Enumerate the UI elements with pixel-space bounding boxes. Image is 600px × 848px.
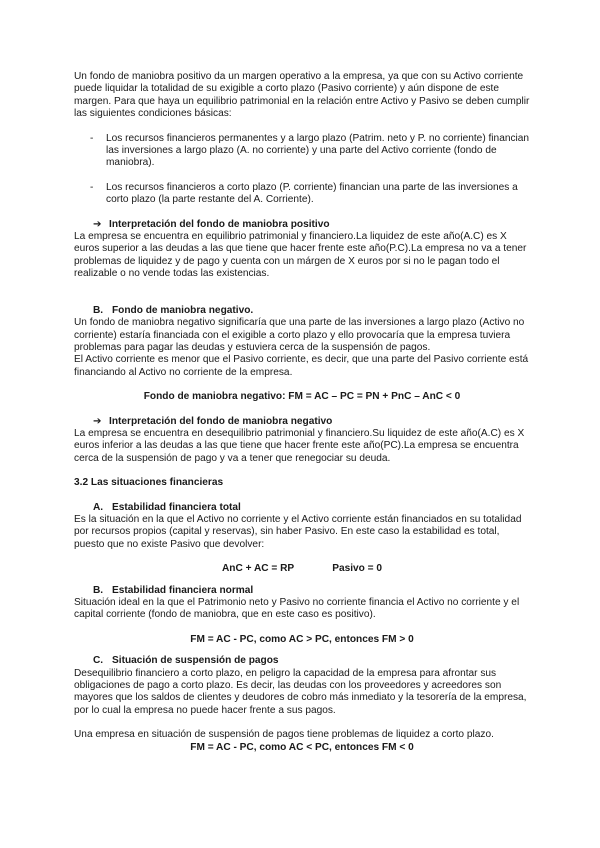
section-3-2-heading: 3.2 Las situaciones financieras <box>74 477 224 489</box>
section-b2-heading: B. Estabilidad financiera normal <box>93 584 254 596</box>
section-b2-text: Situación ideal en la que el Patrimonio neto y Pasivo no corriente financia el Activo no corriente y el capital corriente (fondo de maniobra, que en este caso es positivo). <box>74 597 520 621</box>
document-page <box>74 71 530 754</box>
section-c-text-1: Desequilibrio financiero a corto plazo, en peligro la capacidad de la empresa para afrontar sus obligaciones de pago a corto plazo. Es decir, las deudas con los proveedores y acreedores son mayores que los saldos de clientes y deudores de cobro más inmediato y la tesorería de la empresa, por lo cual la empresa no puede hacer frente a sus pagos. <box>74 667 527 716</box>
section-b-text-2: El Activo corriente es menor que el Pasivo corriente, es decir, que una parte del Pasivo corriente está financiando al Activo no corriente de la empresa. <box>74 354 529 378</box>
interp-positive-text: La empresa se encuentra en equilibrio patrimonial y financiero.La liquidez de este año(A.C) es X euros superior a las deudas a las que tiene que hacer frente este año(P.C).La empresa no va a tener problemas de liquidez y de pago y cuenta con un márgen de X euros por si no le pagan todo el realizable o no vende todas las existencias. <box>74 231 527 280</box>
formula-estabilidad-total: AnC + AC = RP Pasivo = 0 <box>221 563 383 575</box>
bullet-text: Los recursos financieros permanentes y a largo plazo (Patrim. neto y P. no corriente) financian las inversiones a largo plazo (A. no corriente) y una parte del Activo corriente (fondo de maniobra). <box>106 132 530 169</box>
section-b-text-1: Un fondo de maniobra negativo significaría que una parte de las inversiones a largo plazo (Activo no corriente) estaría financiada con el exigible a corto plazo y ello provocaría que la empresa tuviera problemas para pagar las deudas y estuviera cerca de la suspensión de pagos. <box>74 317 525 353</box>
formula-suspension-pagos: FM = AC - PC, como AC < PC, entonces FM < 0 <box>190 741 414 753</box>
intro-paragraph: Un fondo de maniobra positivo da un margen operativo a la empresa, ya que con su Activo corriente puede liquidar la totalidad de su exigible a corto plazo (Pasivo corriente) y aún dispone de este margen. Para que haya un equilibrio patrimonial en la relación entre Activo y Pasivo se deben cumplir las siguientes condiciones básicas: <box>74 71 530 120</box>
bullet-text: Los recursos financieros a corto plazo (P. corriente) financian una parte de las inversiones a corto plazo (la parte restante del A. Corriente). <box>106 181 518 206</box>
formula-estabilidad-normal: FM = AC - PC, como AC > PC, entonces FM > 0 <box>190 633 414 645</box>
section-b-heading: B. Fondo de maniobra negativo. <box>93 304 254 316</box>
list-item <box>74 182 530 207</box>
section-a-text: Es la situación en la que el Activo no corriente y el Activo corriente están financiados en su totalidad por recursos propios (capital y reservas), sin haber Pasivo. En este caso la estabilidad es total, puesto que no existe Pasivo que devolver: <box>74 513 522 550</box>
section-a-heading: A. Estabilidad financiera total <box>93 501 241 513</box>
arrow-icon: ➔ <box>93 415 102 427</box>
interp-positive-heading: ➔ Interpretación del fondo de maniobra positivo <box>93 218 330 230</box>
interp-negative-heading: ➔ Interpretación del fondo de maniobra negativo <box>93 415 333 427</box>
formula-fm-negative: Fondo de maniobra negativo: FM = AC – PC = PN + PnC – AnC < 0 <box>143 391 461 403</box>
section-c-text-2: Una empresa en situación de suspensión de pagos tiene problemas de liquidez a corto plazo. <box>74 729 494 741</box>
interp-negative-text: La empresa se encuentra en desequilibrio patrimonial y financiero.Su liquidez de este año(A.C) es X euros inferior a las deudas a las que tiene que hacer frente este año(PC).La empresa se encuentra cerca de la suspensión de pago y va a tener que renegociar su deuda. <box>74 427 525 464</box>
dash-bullet: - <box>90 132 94 144</box>
arrow-icon: ➔ <box>93 218 102 230</box>
list-item <box>74 133 530 170</box>
section-c-heading: C. Situación de suspensión de pagos <box>93 655 279 667</box>
dash-bullet: - <box>90 181 94 193</box>
